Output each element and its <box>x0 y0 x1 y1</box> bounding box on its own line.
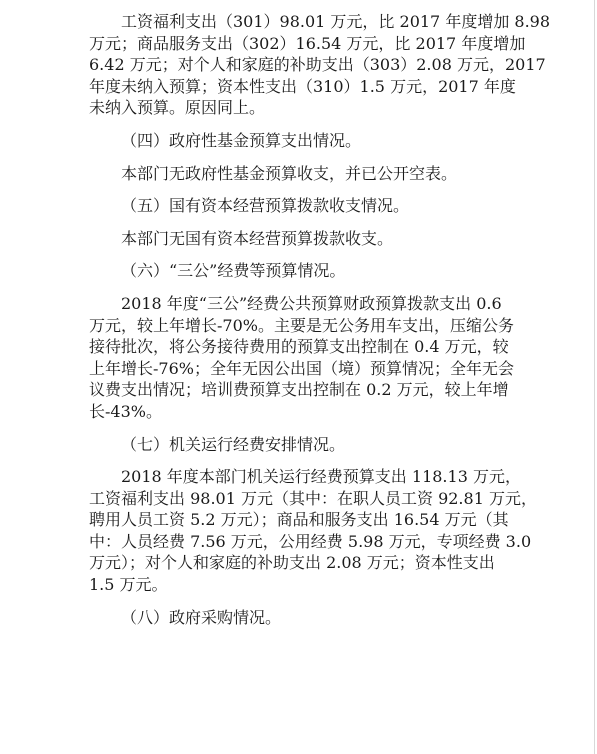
text-line: 万元）；对个人和家庭的补助支出 2.08 万元；资本性支出 <box>89 553 495 573</box>
text-line: 议费支出情况；培训费预算支出控制在 0.2 万元，较上年增 <box>89 380 509 400</box>
text-line: 工资福利支出 98.01 万元（其中：在职人员工资 92.81 万元， <box>89 488 537 508</box>
text-line: （五）国有资本经营预算拨款收支情况。 <box>121 196 410 216</box>
heading-government-fund-budget <box>89 130 509 152</box>
text-line: 聘用人员工资 5.2 万元）；商品和服务支出 16.54 万元（其 <box>89 510 509 530</box>
text-line: （八）政府采购情况。 <box>121 607 282 627</box>
text-line: 未纳入预算。原因同上。 <box>89 98 266 118</box>
para-three-public-expenses <box>89 293 514 423</box>
heading-three-public-expenses <box>89 260 509 282</box>
text-line: 2018 年度“三公”经费公共预算财政预算拨款支出 0.6 <box>121 293 502 313</box>
para-agency-operating-expenses <box>89 466 537 596</box>
text-line: （四）政府性基金预算支出情况。 <box>121 130 362 150</box>
document-body <box>89 11 551 628</box>
page-edge-divider <box>594 0 595 754</box>
text-line: 6.42 万元；对个人和家庭的补助支出（303）2.08 万元，2017 <box>89 55 546 75</box>
heading-agency-operating-expenses <box>89 434 509 456</box>
text-line: （七）机关运行经费安排情况。 <box>121 434 346 454</box>
text-line: 本部门无政府性基金预算收支，并已公开空表。 <box>121 163 458 183</box>
para-state-capital-budget <box>89 228 509 250</box>
text-line: 长-43%。 <box>89 401 162 421</box>
para-salary-expenditure-details <box>89 11 551 119</box>
text-line: 1.5 万元。 <box>89 575 168 595</box>
text-line: 中：人员经费 7.56 万元，公用经费 5.98 万元，专项经费 3.0 <box>89 531 532 551</box>
text-line: 上年增长-76%；全年无因公出国（境）预算情况；全年无会 <box>89 358 514 378</box>
para-government-fund-budget <box>89 163 509 185</box>
text-line: （六）“三公”经费等预算情况。 <box>121 261 346 281</box>
text-line: 工资福利支出（301）98.01 万元，比 2017 年度增加 8.98 <box>121 12 551 31</box>
text-line: 万元，较上年增长-70%。主要是无公务用车支出，压缩公务 <box>89 315 514 335</box>
text-line: 万元；商品服务支出（302）16.54 万元，比 2017 年度增加 <box>89 33 526 53</box>
text-line: 2018 年度本部门机关运行经费预算支出 118.13 万元， <box>121 467 521 487</box>
text-line: 年度未纳入预算；资本性支出（310）1.5 万元，2017 年度 <box>89 76 516 96</box>
text-line: 接待批次，将公务接待费用的预算支出控制在 0.4 万元，较 <box>89 337 509 357</box>
heading-government-procurement <box>89 607 509 629</box>
text-line: 本部门无国有资本经营预算拨款收支。 <box>121 228 394 248</box>
heading-state-capital-budget <box>89 195 509 217</box>
